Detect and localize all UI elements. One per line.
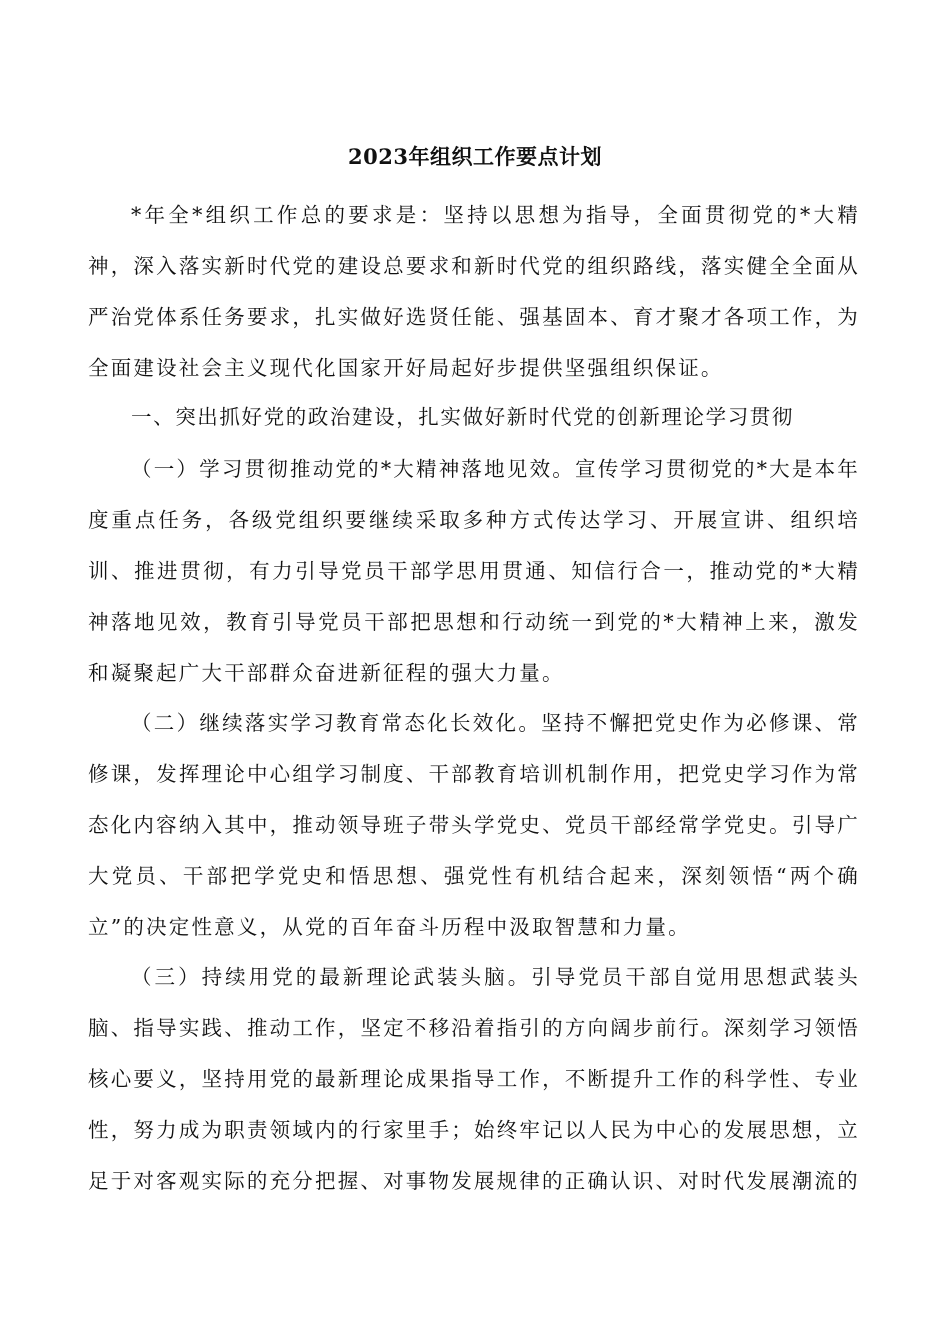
section-heading-1: 一、突出抓好党的政治建设，扎实做好新时代党的创新理论学习贯彻 [131, 405, 794, 429]
section-paragraph-2: （二）继续落实学习教育常态化长效化。坚持不懈把党史作为必修课、常修课，发挥理论中心组学习制度、干部教育培训机制作用，把党史学习作为常态化内容纳入其中，推动领导班子带头学党史、党员干部经常学党史。引导广大党员、干部把学党史和悟思想、强党性有机结合起来，深刻领悟“两个确立”的决定性意义，从党的百年奋斗历程中汲取智慧和力量。 [88, 711, 860, 939]
section-paragraph-3: （三）持续用党的最新理论武装头脑。引导党员干部自觉用思想武装头脑、指导实践、推动工作，坚定不移沿着指引的方向阔步前行。深刻学习领悟核心要义，坚持用党的最新理论成果指导工作，不断提升工作的科学性、专业性，努力成为职责领域内的行家里手；始终牢记以人民为中心的发展思想，立足于对客观实际的充分把握、对事物发展规律的正确认识、对时代发展潮流的 [88, 965, 860, 1193]
document-title: 2023年组织工作要点计划 [348, 144, 602, 169]
intro-paragraph: *年全*组织工作总的要求是：坚持以思想为指导，全面贯彻党的*大精神，深入落实新时代党的建设总要求和新时代党的组织路线，落实健全全面从严治党体系任务要求，扎实做好选贤任能、强基固本、育才聚才各项工作，为全面建设社会主义现代化国家开好局起好步提供坚强组织保证。 [88, 203, 860, 380]
section-paragraph-1: （一）学习贯彻推动党的*大精神落地见效。宣传学习贯彻党的*大是本年度重点任务，各级党组织要继续采取多种方式传达学习、开展宣讲、组织培训、推进贯彻，有力引导党员干部学思用贯通、知信行合一，推动党的*大精神落地见效，教育引导党员干部把思想和行动统一到党的*大精神上来，激发和凝聚起广大干部群众奋进新征程的强大力量。 [88, 457, 860, 685]
